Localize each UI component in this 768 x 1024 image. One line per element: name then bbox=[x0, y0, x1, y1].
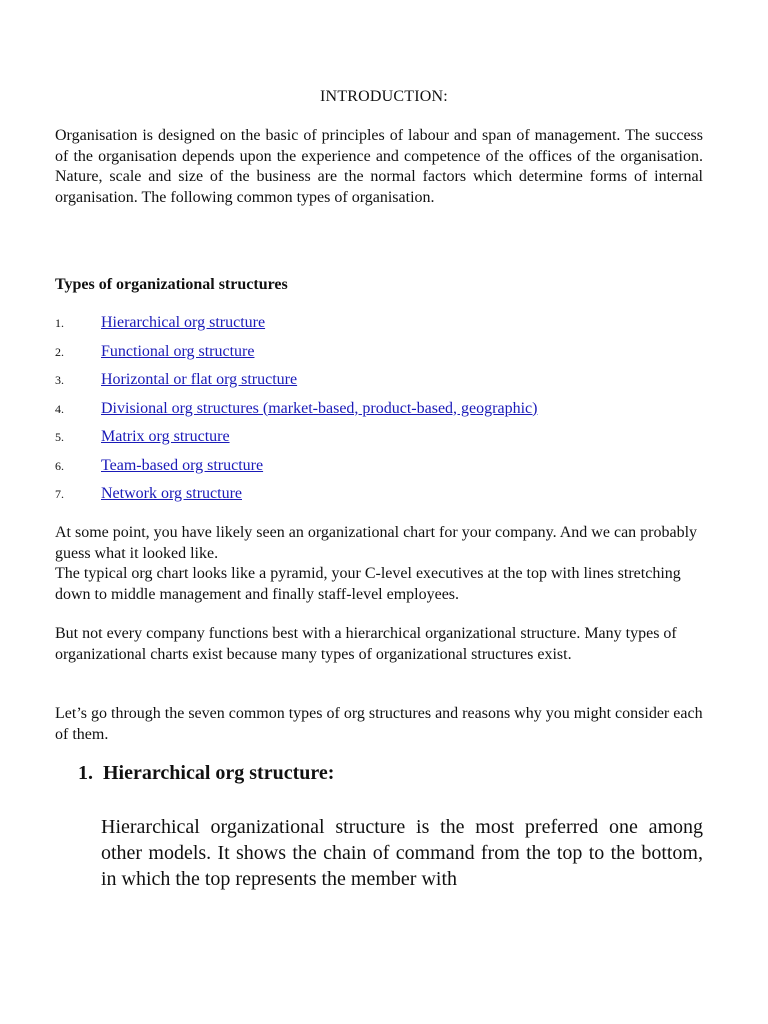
list-number: 2. bbox=[55, 344, 64, 359]
link-hierarchical[interactable]: Hierarchical org structure bbox=[101, 314, 266, 331]
list-item bbox=[55, 314, 537, 343]
list-number: 4. bbox=[55, 401, 64, 416]
list-item bbox=[55, 343, 537, 372]
intro-paragraph: Organisation is designed on the basic of principles of labour and span of management. The success of the organisation depends upon the experience and competence of the offices of the organisation. Nature, scale and size of the business are the normal factors which determine forms of internal organisation. The following common types of organisation. bbox=[55, 127, 703, 206]
types-list bbox=[55, 314, 537, 514]
list-item bbox=[55, 371, 537, 400]
list-item bbox=[55, 400, 537, 429]
body-paragraph-3: Let’s go through the seven common types of org structures and reasons why you might consider each of them. bbox=[55, 705, 703, 743]
link-divisional[interactable]: Divisional org structures (market-based, product-based, geographic) bbox=[101, 399, 538, 417]
body-paragraph-2: But not every company functions best with a hierarchical organizational structure. Many types of organizational charts exist because many types of organizational structures exist. bbox=[55, 625, 677, 663]
body-paragraph-1-line-2: The typical org chart looks like a pyramid, your C-level executives at the top with lines stretching down to middle management and finally staff-level employees. bbox=[55, 565, 681, 604]
section-heading bbox=[78, 762, 334, 785]
link-horizontal[interactable]: Horizontal or flat org structure bbox=[101, 371, 298, 388]
list-number: 5. bbox=[55, 430, 64, 444]
body-paragraph-1-line-1: At some point, you have likely seen an organizational chart for your company. And we can probably guess what it looked like. bbox=[55, 524, 698, 562]
list-item bbox=[55, 485, 537, 514]
body-paragraph-1 bbox=[55, 523, 715, 606]
list-item bbox=[55, 457, 537, 486]
section-paragraph: Hierarchical organizational structure is the most preferred one among other models. It shows the chain of command from the top to the bottom, in which the top represents the member with bbox=[101, 816, 703, 890]
types-heading: Types of organizational structures bbox=[55, 276, 288, 293]
link-team-based[interactable]: Team-based org structure bbox=[101, 456, 264, 474]
link-matrix[interactable]: Matrix org structure bbox=[101, 428, 230, 445]
list-number: 3. bbox=[55, 373, 64, 387]
list-number: 1. bbox=[55, 316, 64, 330]
section-number: 1. bbox=[78, 762, 93, 784]
link-functional[interactable]: Functional org structure bbox=[101, 342, 255, 360]
intro-heading: INTRODUCTION: bbox=[320, 88, 448, 105]
link-network[interactable]: Network org structure bbox=[101, 485, 242, 502]
section-title: Hierarchical org structure: bbox=[103, 762, 335, 784]
list-number: 6. bbox=[55, 458, 64, 473]
list-number: 7. bbox=[55, 487, 64, 501]
list-item bbox=[55, 428, 537, 457]
